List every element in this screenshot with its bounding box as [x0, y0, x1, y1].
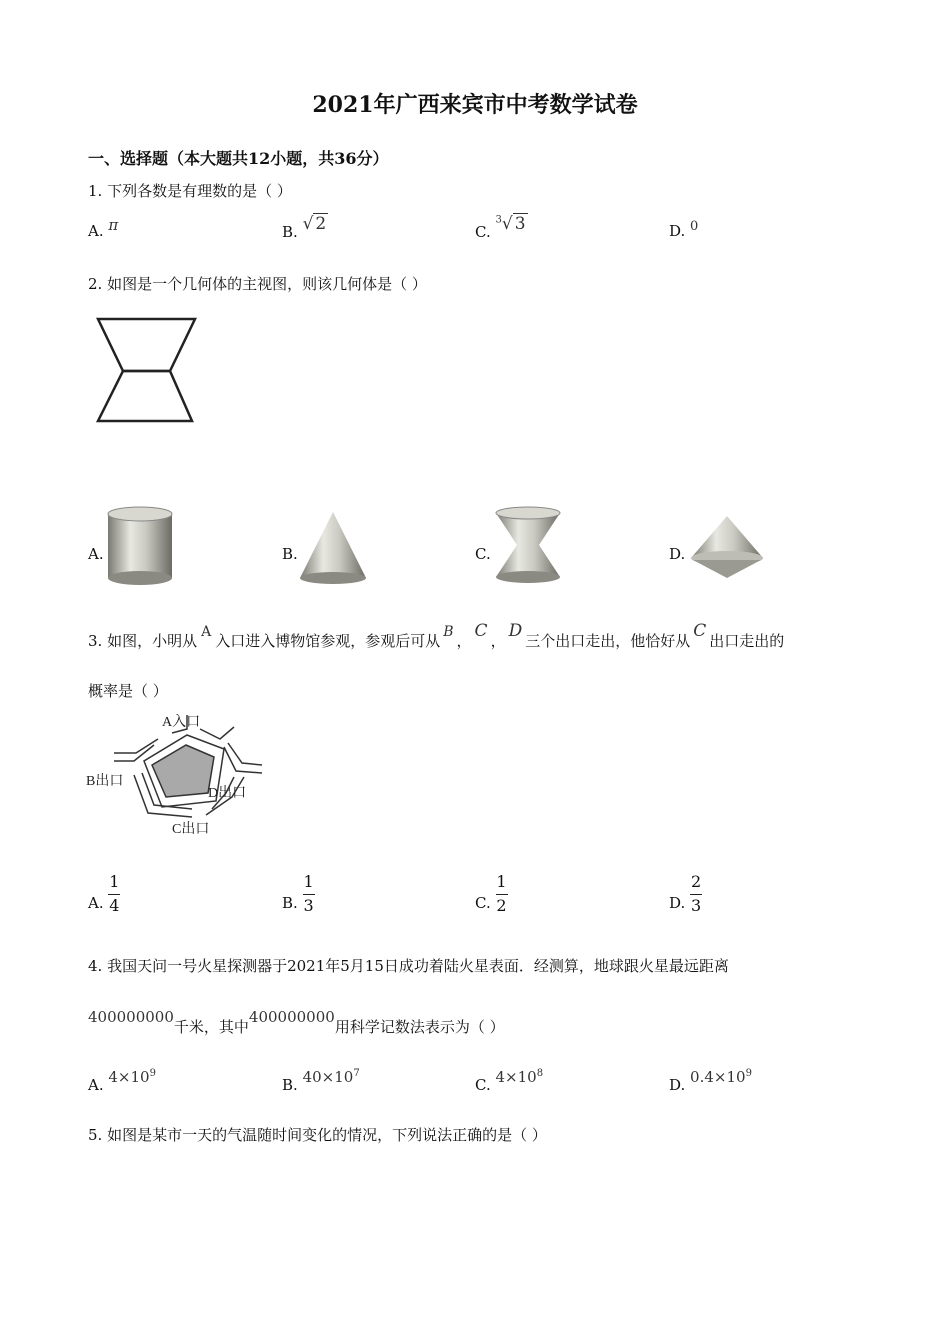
section-heading: 一、选择题（本大题共12小题，共36分）	[88, 149, 389, 168]
q3-option-b[interactable]	[282, 874, 315, 915]
radicand: 2	[315, 214, 327, 234]
upper-trapezoid	[98, 319, 195, 371]
q3-text: 3. 如图，小明从	[88, 632, 198, 650]
var-a: A	[201, 624, 212, 640]
q4-number: 400000000	[88, 1008, 174, 1026]
cone-body	[300, 512, 366, 578]
var-c: C	[474, 621, 488, 641]
q3-stem-line1	[88, 621, 785, 651]
cylinder-top	[108, 507, 172, 521]
option-letter: C.	[475, 894, 491, 913]
label-b-exit: B出口	[86, 774, 124, 789]
option-letter: B.	[282, 223, 298, 241]
museum-map-figure	[84, 705, 274, 840]
option-letter: C.	[475, 1076, 491, 1094]
option-letter: D.	[669, 222, 686, 240]
numerator: 2	[690, 872, 702, 891]
denominator: 3	[303, 895, 314, 915]
q3-separator: ，	[456, 632, 472, 650]
option-letter: A.	[88, 222, 104, 240]
option-value	[303, 214, 329, 234]
label-a-entrance: A入口	[162, 715, 201, 730]
option-letter: A.	[88, 894, 104, 913]
q3-separator: ，	[490, 632, 506, 650]
cylinder-figure[interactable]	[104, 505, 176, 587]
q1-option-c[interactable]	[475, 214, 528, 242]
option-value	[108, 1068, 156, 1086]
exponent: 7	[353, 1068, 360, 1079]
q4-stem-line2	[88, 1008, 505, 1037]
page-title: 2021年广西来宾市中考数学试卷	[312, 92, 638, 118]
exponent: 9	[149, 1068, 156, 1079]
q4-stem-line1: 4. 我国天问一号火星探测器于2021年5月15日成功着陆火星表面．经测算，地球跟火星最远距离	[88, 957, 729, 975]
lower-trapezoid	[98, 371, 192, 421]
radical-sign: √	[501, 214, 513, 234]
option-value: 0	[690, 219, 699, 234]
option-value: π	[108, 216, 119, 234]
q2-option-c-label[interactable]: C.	[475, 545, 491, 563]
double-frustum-figure[interactable]	[493, 505, 563, 587]
q5-stem: 5. 如图是某市一天的气温随时间变化的情况，下列说法正确的是（ ）	[88, 1126, 547, 1144]
radical-sign: √	[302, 214, 314, 234]
q3-text: 出口走出的	[709, 632, 785, 650]
option-letter: A.	[88, 1076, 104, 1094]
fraction	[690, 874, 702, 915]
q1-option-b[interactable]	[282, 214, 328, 242]
denominator: 4	[109, 895, 120, 915]
q4-text: 用科学记数法表示为（ ）	[334, 1018, 505, 1036]
q3-option-d[interactable]	[669, 874, 702, 915]
q3-stem-line2: 概率是（ ）	[88, 682, 168, 700]
cylinder-body	[108, 514, 172, 578]
numerator: 1	[109, 872, 120, 891]
q2-front-view-figure	[92, 312, 202, 430]
cone-figure[interactable]	[298, 510, 368, 586]
q4-text: 千米，其中	[173, 1018, 249, 1036]
option-value	[496, 1068, 544, 1086]
top-face	[496, 507, 560, 519]
q3-text: 入口进入博物馆参观，参观后可从	[215, 632, 441, 650]
q4-option-d[interactable]	[669, 1068, 752, 1094]
label-c-exit: C出口	[172, 822, 210, 837]
numerator: 1	[496, 872, 507, 891]
fraction	[496, 874, 508, 915]
q4-option-b[interactable]	[282, 1068, 360, 1094]
denominator: 2	[496, 895, 507, 915]
base: 4×10	[108, 1068, 150, 1086]
fraction	[108, 874, 120, 915]
double-cone-figure[interactable]	[689, 514, 765, 582]
cylinder-bottom	[108, 571, 172, 585]
q2-option-d-label[interactable]: D.	[669, 545, 686, 563]
option-value	[303, 1068, 360, 1086]
option-letter: B.	[282, 1076, 298, 1094]
label-d-exit: D出口	[208, 786, 247, 801]
q3-option-c[interactable]	[475, 874, 508, 915]
option-letter: D.	[669, 1076, 686, 1094]
exponent: 9	[745, 1068, 752, 1079]
q1-option-d[interactable]	[669, 219, 699, 240]
cone-base	[300, 572, 366, 584]
denominator: 3	[690, 895, 702, 915]
q1-stem: 1. 下列各数是有理数的是（ ）	[88, 182, 292, 200]
var-b: B	[443, 624, 454, 640]
bottom-face	[496, 571, 560, 583]
exponent: 8	[536, 1068, 544, 1079]
q4-option-a[interactable]	[88, 1068, 156, 1094]
base: 4×10	[495, 1068, 537, 1086]
q2-option-a-label[interactable]: A.	[88, 545, 104, 563]
option-letter: B.	[282, 894, 298, 913]
q4-number: 400000000	[248, 1008, 335, 1026]
q3-text: 三个出口走出，他恰好从	[525, 632, 691, 650]
fraction	[303, 874, 315, 915]
option-letter: C.	[475, 223, 491, 241]
option-letter: D.	[669, 894, 686, 913]
var-c: C	[693, 621, 707, 641]
radicand: 3	[514, 214, 526, 234]
q4-option-c[interactable]	[475, 1068, 544, 1094]
option-value	[690, 1068, 752, 1086]
option-value	[496, 214, 528, 234]
q1-option-a[interactable]	[88, 216, 119, 240]
q2-option-b-label[interactable]: B.	[282, 545, 298, 563]
base: 40×10	[302, 1068, 354, 1086]
q2-stem: 2. 如图是一个几何体的主视图，则该几何体是（ ）	[88, 275, 427, 293]
var-d: D	[508, 621, 523, 641]
q3-option-a[interactable]	[88, 874, 120, 915]
lower-cone	[693, 560, 761, 578]
numerator: 1	[303, 872, 314, 891]
base: 0.4×10	[690, 1068, 746, 1086]
root-index: 3	[495, 214, 502, 226]
